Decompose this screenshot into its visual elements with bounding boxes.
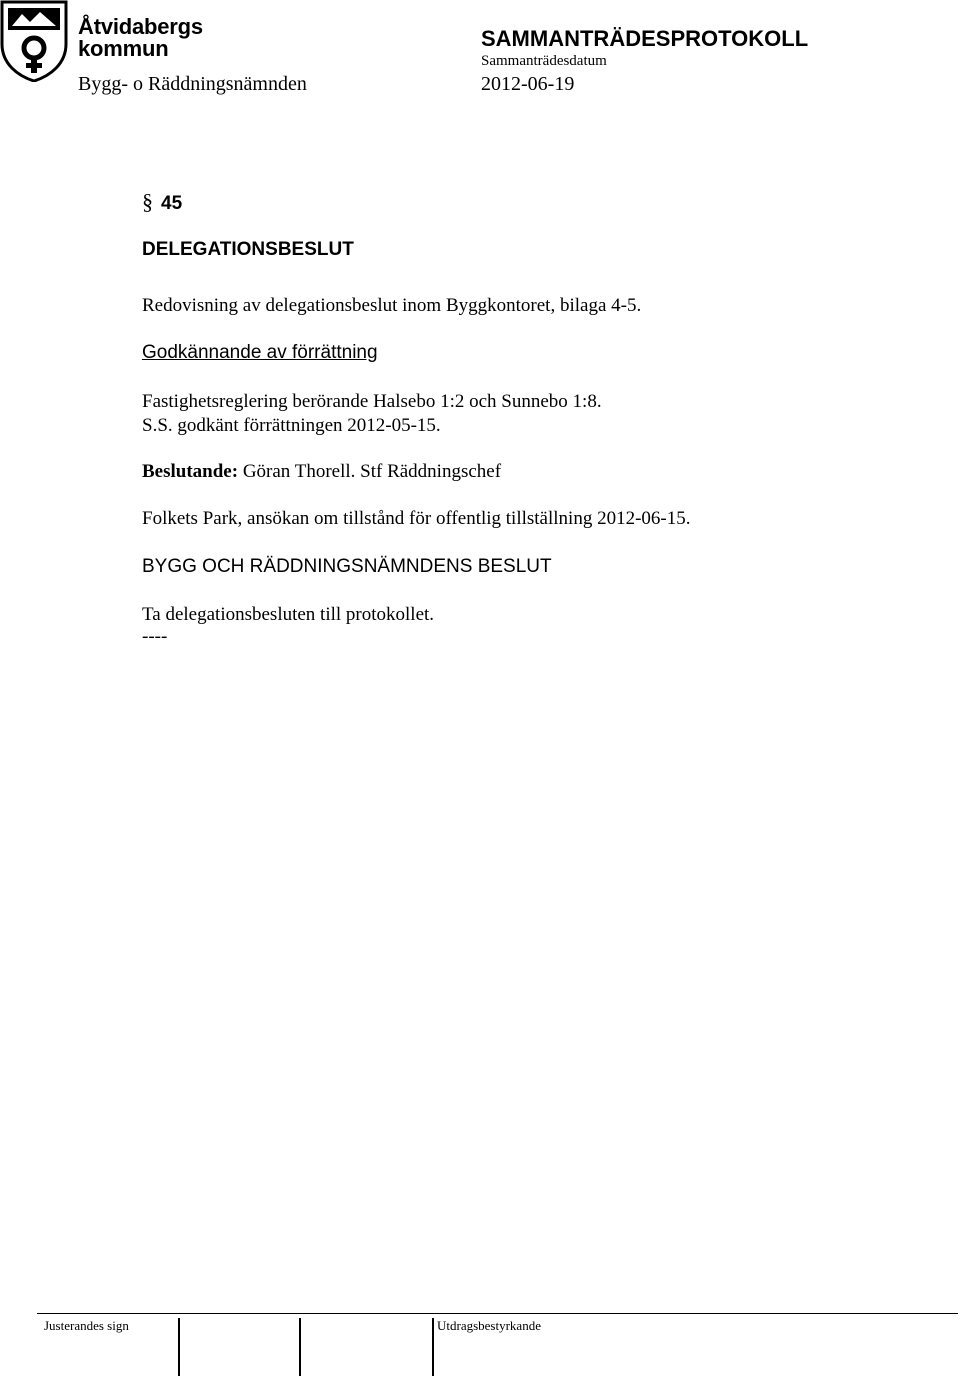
property-regulation-line: Fastighetsreglering berörande Halsebo 1:2 och Sunnebo 1:8. xyxy=(142,391,602,412)
decider-label: Beslutande: xyxy=(142,461,239,482)
section-number-value: 45 xyxy=(161,193,183,214)
committee-name: Bygg- o Räddningsnämnden xyxy=(78,73,307,95)
end-mark: ---- xyxy=(142,626,168,647)
municipality-name-line1: Åtvidabergs xyxy=(78,14,203,39)
approval-date-line: S.S. godkänt förrättningen 2012-05-15. xyxy=(142,415,441,436)
municipality-name-line2: kommun xyxy=(78,36,169,61)
folkets-park-line: Folkets Park, ansökan om tillstånd för offentlig tillställning 2012-06-15. xyxy=(142,508,691,529)
municipality-coat-of-arms-logo xyxy=(0,0,70,82)
signers-label: Justerandes sign xyxy=(44,1318,129,1333)
subheading-approval: Godkännande av förrättning xyxy=(142,342,378,363)
section-title: DELEGATIONSBESLUT xyxy=(142,239,354,260)
decision-heading: BYGG OCH RÄDDNINGSNÄMNDENS BESLUT xyxy=(142,556,552,577)
meeting-date-label: Sammanträdesdatum xyxy=(481,53,607,69)
paragraph-symbol: § xyxy=(142,189,153,214)
decision-text: Ta delegationsbesluten till protokollet. xyxy=(142,604,435,625)
signature-box-divider-3 xyxy=(432,1318,434,1376)
section-number xyxy=(142,189,182,215)
signature-box-divider-2 xyxy=(299,1318,301,1376)
signature-box-divider-1 xyxy=(178,1318,180,1376)
meeting-date: 2012-06-19 xyxy=(481,73,575,95)
certification-label: Utdragsbestyrkande xyxy=(437,1318,541,1333)
document-title: SAMMANTRÄDESPROTOKOLL xyxy=(481,26,809,51)
decider-value: Göran Thorell. Stf Räddningschef xyxy=(238,461,502,482)
decider-line xyxy=(142,461,501,483)
intro-paragraph: Redovisning av delegationsbeslut inom Byggkontoret, bilaga 4-5. xyxy=(142,295,642,316)
footer-rule xyxy=(37,1313,958,1314)
